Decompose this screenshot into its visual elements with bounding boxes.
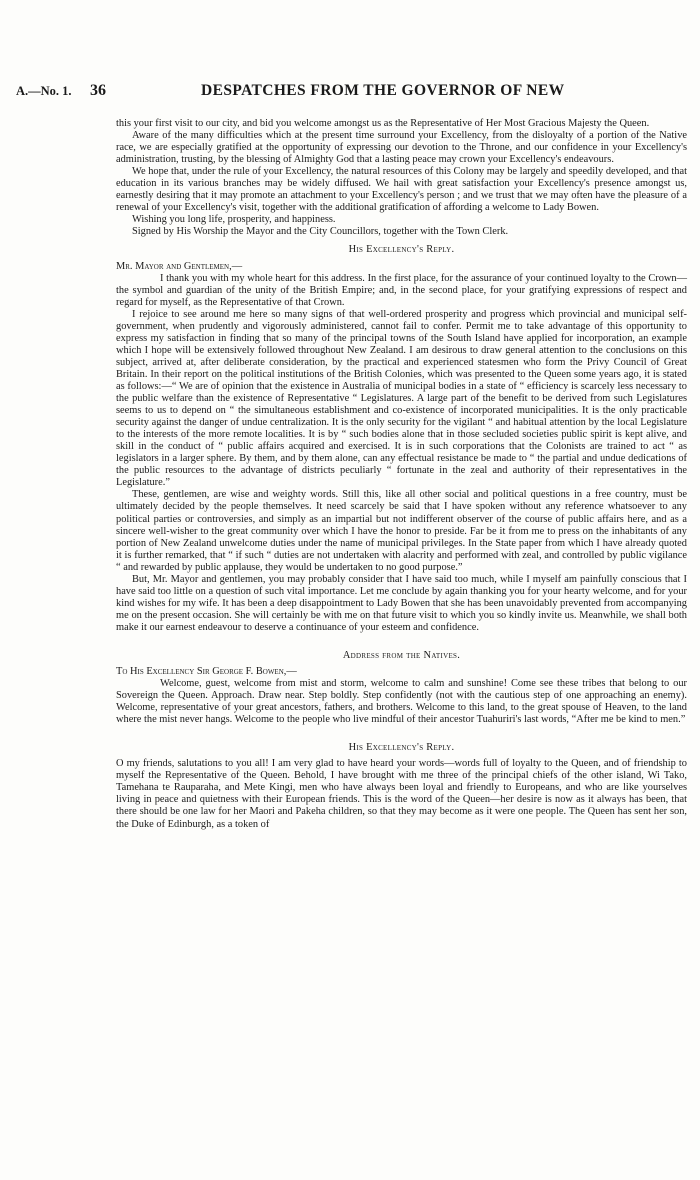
section-heading: His Excellency's Reply. xyxy=(348,742,455,754)
document-body xyxy=(116,118,687,831)
paragraph: Aware of the many difficulties which at the present time surround your Excellency, from the disloyalty of a portion of the Native race, we are especially gratified at the opportunity of expressing our devotion to the Throne, and our confidence in your Excellency's administration, trusting, by the blessing of Almighty God that a lasting peace may crown your Excellency's endeavours. xyxy=(116,130,687,166)
folio-label: A.—No. 1. xyxy=(16,84,72,98)
salutation: To His Excellency Sir George F. Bowen,— xyxy=(116,666,297,678)
spacer xyxy=(116,726,687,736)
signature-line: Signed by His Worship the Mayor and the City Councillors, together with the Town Clerk. xyxy=(132,226,509,238)
paragraph: this your first visit to our city, and bid you welcome amongst us as the Representative of Her Most Gracious Majesty the Queen. xyxy=(116,118,650,129)
natives-address xyxy=(116,666,687,726)
natives-reply xyxy=(116,758,687,830)
salutation: Mr. Mayor and Gentlemen,— xyxy=(116,260,243,272)
paragraph: These, gentlemen, are wise and weighty words. Still this, like all other social and political questions in a free country, must be ultimately decided by the people themselves. It need scarcely be said that I have spoken without any reference whatsoever to any political parties or controversies, and simply as an impartial but not indifferent observer of the course of public affairs here, and as a sincere well-wisher to the great community over which I have the honor to preside. Far be it from me to press on the inhabitants of any portion of New Zealand unwelcome duties under the name of municipal privileges. In the State paper from which I have already quoted it is further remarked, that “ if such “ duties are not undertaken with alacrity and performed with zeal, and controlled by public vigilance “ and rewarded by public applause, they would be undertaken to no good purpose.” xyxy=(116,489,687,573)
paragraph: O my friends, salutations to you all! I am very glad to have heard your words—words full of loyalty to the Queen, and of friendship to myself the Representative of the Queen. Behold, I have brought with me three of the principal chiefs of the other island, Wi Tako, Tamehana te Rauparaha, and Mete Kingi, men who have always been loyal and friendly to Europeans, and who are like yourselves living in peace and quietness with their European friends. This is the word of the Queen—her desire is now as it always has been, that there should be one law for her Maori and Pakeha children, so that they may become as it were one people. The Queen has sent her son, the Duke of Edinburgh, as a token of xyxy=(116,758,687,830)
section-heading: His Excellency's Reply. xyxy=(348,244,455,256)
page-number: 36 xyxy=(90,82,106,99)
paragraph: I rejoice to see around me here so many signs of that well-ordered prosperity and progress which provincial and municipal self-government, when prudently and vigorously administered, cannot fail to confer. Permit me to take advantage of this opportunity to express my satisfaction in finding that so many of the principal towns of the South Island have applied for incorporation, an example which I hope will be extensively followed throughout New Zealand. I am desirous to draw general attention to the conclusions on this subject, arrived at, after deliberate consideration, by the practical and experienced statesmen who form the Privy Council of Great Britain. In their report on the political institutions of the British Colonies, which was presented to the Queen some years ago, it is stated as follows:—“ We are of opinion that the existence in Australia of municipal bodies in a state of “ efficiency is scarcely less necessary to the public welfare than the existence of Representative “ Legislatures. A large part of the benefit to be derived from such Legislatures seems to us to depend on “ the simultaneous establishment and co-existence of incorporated municipalities. It is the only practicable security against the danger of undue centralization. It is the only security for the vigilant “ and habitual attention by the local Legislature to the interests of the more remote localities. It is by “ such bodies alone that in those secluded societies public spirit is kept alive, and skill in the conduct of “ public affairs acquired and exercised. It is in such corporations that the Colonists are trained to act “ as legislators in a larger sphere. By them, and by them alone, can any effectual resistance be made to “ the partial and undue dedications of the public resources to the advantage of districts peculiarly “ fortunate in the zeal and authority of their representatives in the Legislature.” xyxy=(116,308,687,489)
spacer xyxy=(116,634,687,644)
running-title: DESPATCHES FROM THE GOVERNOR OF NEW xyxy=(201,82,565,99)
city-reply xyxy=(116,261,687,634)
page-header xyxy=(0,84,700,106)
paragraph: We hope that, under the rule of your Excellency, the natural resources of this Colony may be largely and speedily developed, and that education in its various branches may be widely diffused. We hail with great satisfaction your Excellency's presence amongst us, earnestly desiring that it may promote an attachment to your Excellency's person ; and we trust that we may often have the pleasure of a renewal of your Excellency's visit, together with the additional gratification of affording a welcome to Lady Bowen. xyxy=(116,166,687,214)
paragraph: Wishing you long life, prosperity, and happiness. xyxy=(132,214,336,226)
paragraph: I thank you with my whole heart for this address. In the first place, for the assurance of your continued loyalty to the Crown—the symbol and guardian of the unity of the British Empire; and, in the second place, for your gratifying expressions of respect and regard for myself, as the Representative of that Crown. xyxy=(116,272,687,308)
paragraph: But, Mr. Mayor and gentlemen, you may probably consider that I have said too much, while I myself am painfully conscious that I have said too little on a question of such vital importance. Let me conclude by again thanking you for your hearty welcome, and for your kind wishes for my wife. It has been a deep disappointment to Lady Bowen that she has been unavoidably prevented from accompanying me on the present occasion. She will certainly be with me on that future visit to which you so kindly invite us. Meanwhile, we shall both make it our earnest endeavour to deserve a continuance of your esteem and confidence. xyxy=(116,573,687,633)
section-heading: Address from the Natives. xyxy=(342,649,461,661)
city-address xyxy=(116,118,687,238)
paragraph: Welcome, guest, welcome from mist and storm, welcome to calm and sunshine! Come see these tribes that belong to our Sovereign the Queen. Approach. Draw near. Step boldly. Step confidently (not with the cautious step of one approaching an enemy). Welcome, representative of your great ancestors, fathers, and brothers. Welcome to this land, to the great spouse of Heaven, to the land where the mist never hangs. Welcome to the people who live mindful of their ancestor Tuahuriri's last words, “After me be kind to men.” xyxy=(116,678,687,726)
